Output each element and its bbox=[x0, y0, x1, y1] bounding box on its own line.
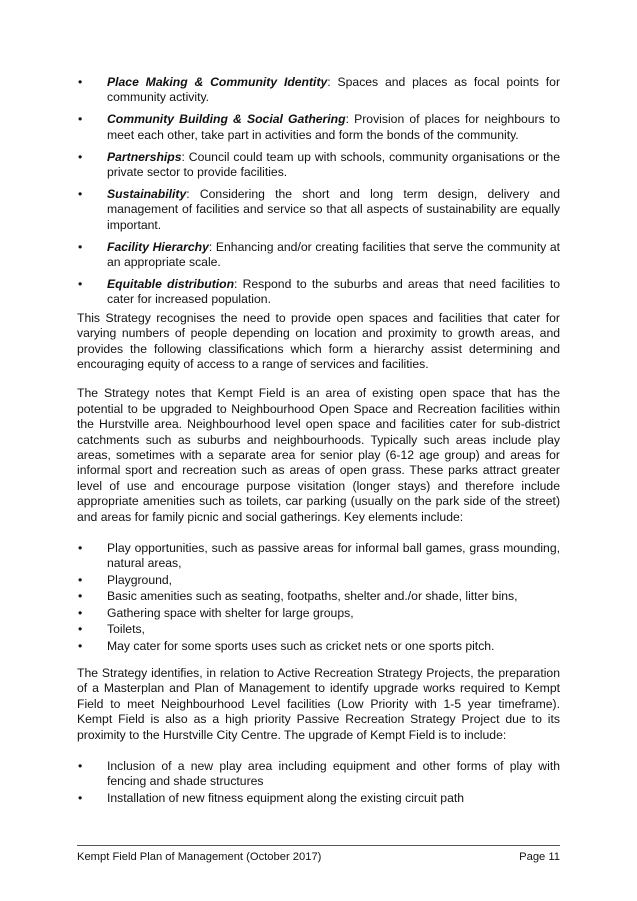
list-item: • Equitable distribution: Respond to the suburbs and areas that need facilities to cater for increased population. bbox=[77, 277, 560, 308]
list-item: • Gathering space with shelter for large groups, bbox=[77, 606, 560, 621]
list-item: • Toilets, bbox=[77, 622, 560, 637]
page-number: Page 11 bbox=[519, 851, 560, 863]
key-elements-list bbox=[77, 541, 560, 654]
list-item: • Sustainability: Considering the short and long term design, delivery and management of facilities and service so that all aspects of sustainability are equally important. bbox=[77, 187, 560, 233]
list-item: • Playground, bbox=[77, 573, 560, 588]
list-item: • Inclusion of a new play area including equipment and other forms of play with fencing and shade structures bbox=[77, 759, 560, 790]
list-item: • Facility Hierarchy: Enhancing and/or creating facilities that serve the community at an appropriate scale. bbox=[77, 240, 560, 271]
list-item: • Installation of new fitness equipment along the existing circuit path bbox=[77, 791, 560, 806]
page-content bbox=[77, 75, 560, 807]
list-item: • Partnerships: Council could team up with schools, community organisations or the private sector to provide facilities. bbox=[77, 150, 560, 181]
page-footer bbox=[77, 845, 560, 865]
paragraph-strategy-projects: The Strategy identifies, in relation to Active Recreation Strategy Projects, the preparation of a Masterplan and Plan of Management to identify upgrade works required to Kempt Field to meet Neighbourhood Level facilities (Low Priority with 1-5 year timeframe). Kempt Field is also as a high priority Passive Recreation Strategy Project due to its proximity to the Hurstville City Centre. The upgrade of Kempt Field is to include: bbox=[77, 665, 560, 742]
principles-list bbox=[77, 75, 560, 308]
paragraph-hierarchy: This Strategy recognises the need to provide open spaces and facilities that cater for varying numbers of people depending on location and proximity to growth areas, and provides the following classifications which form a hierarchy assist determining and encouraging equity of access to a range of services and facilities. bbox=[77, 310, 560, 371]
footer-document-title: Kempt Field Plan of Management (October 2017) bbox=[77, 851, 322, 863]
list-item: • May cater for some sports uses such as cricket nets or one sports pitch. bbox=[77, 639, 560, 654]
upgrade-items-list bbox=[77, 759, 560, 806]
list-item: • Play opportunities, such as passive areas for informal ball games, grass mounding, natural areas, bbox=[77, 541, 560, 572]
paragraph-kempt-field-neighbourhood: The Strategy notes that Kempt Field is an area of existing open space that has the potential to be upgraded to Neighbourhood Open Space and Recreation facilities within the Hurstville area. Neighbourhood level open space and facilities cater for sub-district catchments such as suburbs and neighbourhoods. Typically such areas include play areas, sometimes with a separate area for senior play (6-12 age group) and areas for informal sport and recreation such as areas of open grass. These parks attract greater level of use and encourage purpose visitation (longer stays) and therefore include appropriate amenities such as toilets, car parking (usually on the park side of the street) and areas for family picnic and social gatherings. Key elements include: bbox=[77, 386, 560, 524]
list-item: • Place Making & Community Identity: Spaces and places as focal points for community activity. bbox=[77, 75, 560, 106]
list-item: • Basic amenities such as seating, footpaths, shelter and./or shade, litter bins, bbox=[77, 589, 560, 604]
list-item: • Community Building & Social Gathering: Provision of places for neighbours to meet each other, take part in activities and form the bonds of the community. bbox=[77, 112, 560, 143]
